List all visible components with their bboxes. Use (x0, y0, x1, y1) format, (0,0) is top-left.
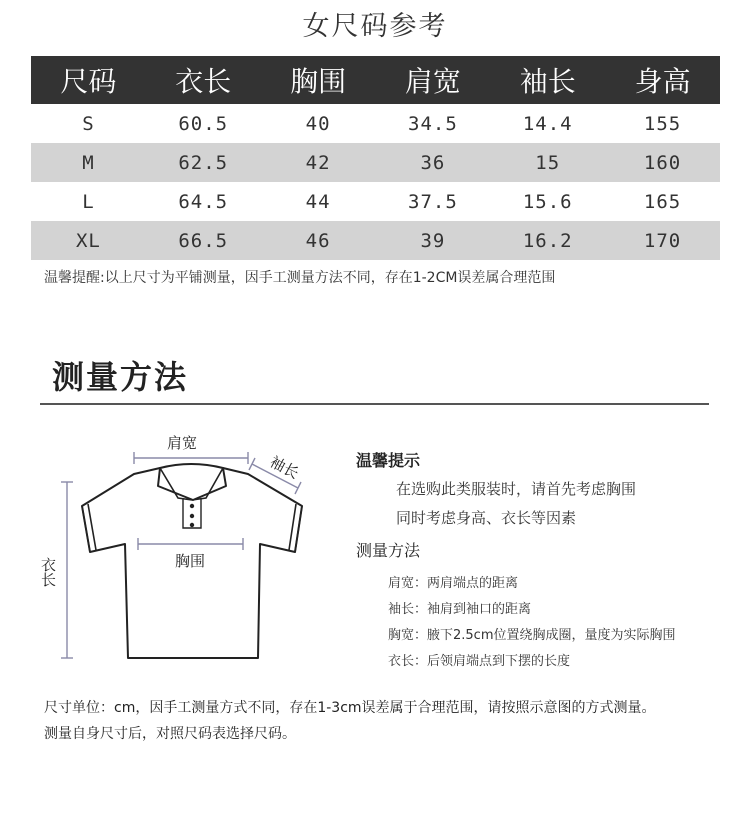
table-cell: 170 (605, 221, 720, 260)
button (190, 504, 194, 508)
table-cell: 46 (261, 221, 376, 260)
table-cell: 42 (261, 143, 376, 182)
header-sleeve: 袖长 (490, 56, 605, 104)
footer-note: 尺寸单位：cm，因手工测量方式不同，存在1-3cm误差属于合理范围，请按照示意图的方式测量。 (44, 700, 656, 716)
method-line: 胸宽：腋下2.5cm位置绕胸成圈，量度为实际胸围 (388, 628, 676, 643)
table-cell: 14.4 (522, 112, 573, 135)
header-chest: 胸围 (261, 56, 376, 104)
table-cell: 34.5 (408, 112, 458, 135)
tip-line: 在选购此类服装时，请首先考虑胸围 (396, 480, 637, 498)
tip-line: 同时考虑身高、衣长等因素 (396, 509, 577, 527)
table-cell: 165 (643, 190, 682, 213)
chest-label: 胸围 (174, 552, 206, 570)
button (190, 523, 194, 527)
table-cell: 16.2 (490, 221, 605, 260)
sleeve-label: 袖长 (266, 452, 302, 483)
table-row (31, 143, 720, 182)
table-cell: XL (31, 221, 146, 260)
table-row (31, 104, 720, 143)
collar-left (160, 468, 192, 500)
table-cell: 36 (375, 143, 490, 182)
table-note: 温馨提醒:以上尺寸为平铺测量，因手工测量方法不同，存在1-2CM误差属合理范围 (44, 270, 556, 286)
tips-heading: 温馨提示 (356, 451, 421, 470)
method-line: 肩宽：两肩端点的距离 (388, 576, 519, 591)
section-divider (40, 403, 709, 405)
header-length: 衣长 (146, 56, 261, 104)
table-cell: 37.5 (408, 190, 458, 213)
table-cell: 44 (305, 190, 331, 213)
table-cell: 160 (605, 143, 720, 182)
table-row (31, 221, 720, 260)
table-cell: 64.5 (178, 190, 229, 213)
table-cell: L (82, 190, 95, 213)
table-cell: S (82, 112, 95, 135)
collar-right (192, 468, 223, 500)
page-title: 女尺码参考 (302, 11, 448, 42)
size-table (31, 56, 720, 260)
table-row (31, 182, 720, 221)
header-size: 尺码 (31, 56, 146, 104)
section-title: 测量方法 (52, 358, 189, 396)
table-cell: 40 (305, 112, 331, 135)
method-heading: 测量方法 (356, 541, 421, 560)
table-cell: 66.5 (146, 221, 261, 260)
table-cell: 39 (375, 221, 490, 260)
footer-note: 测量自身尺寸后，对照尺码表选择尺码。 (44, 726, 296, 742)
table-cell: M (31, 143, 146, 182)
table-cell: 15 (490, 143, 605, 182)
method-line: 袖长：袖肩到袖口的距离 (388, 602, 532, 617)
table-cell: 15.6 (522, 190, 573, 213)
right-cuff (289, 504, 302, 552)
left-cuff (82, 504, 96, 552)
table-cell: 155 (643, 112, 682, 135)
shoulder-label: 肩宽 (166, 434, 198, 452)
polo-shirt-diagram (30, 420, 320, 670)
header-height: 身高 (605, 56, 720, 104)
table-cell: 62.5 (146, 143, 261, 182)
button (190, 514, 194, 518)
method-line: 衣长：后领肩端点到下摆的长度 (388, 654, 571, 669)
header-shoulder: 肩宽 (375, 56, 490, 104)
table-cell: 60.5 (178, 112, 229, 135)
size-table-header-row (31, 56, 720, 104)
length-label: 衣长 (39, 557, 57, 587)
